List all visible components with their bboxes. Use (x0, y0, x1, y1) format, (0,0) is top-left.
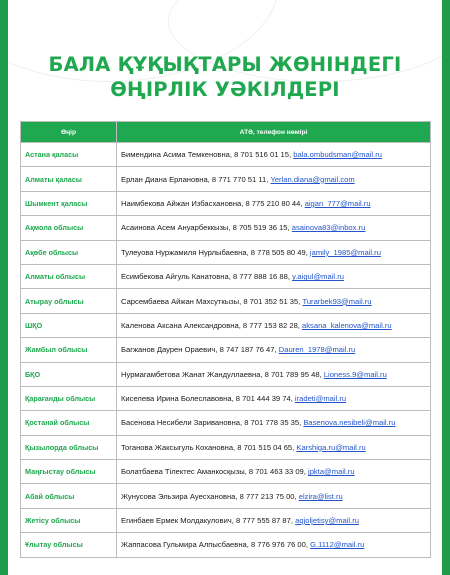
contact-cell (117, 167, 431, 191)
email-link[interactable]: G.1112@mail.ru (310, 540, 365, 550)
contact-text: Ерлан Диана Ерлановна, 8 771 770 51 11, (121, 174, 271, 184)
title-line-1: БАЛА ҚҰҚЫҚТАРЫ ЖӨНІНДЕГІ (48, 53, 402, 76)
contact-text: Тоганова Жаксыгуль Кохановна, 8 701 515 04 65, (121, 442, 297, 452)
email-link[interactable]: Yerlan.diana@gmail.com (270, 174, 355, 184)
email-link[interactable]: aqjoljetisy@mail.ru (295, 516, 359, 526)
region-cell: Қызылорда облысы (21, 435, 117, 459)
column-header-contact: АТӘ, телефон нөмірі (117, 122, 431, 143)
contact-cell (117, 143, 431, 167)
contact-text: Есимбекова Айгуль Канатовна, 8 777 888 16 88, (121, 272, 293, 282)
contact-cell (117, 435, 431, 459)
email-link[interactable]: iradeti@mail.ru (294, 394, 347, 404)
email-link[interactable]: Dauren_1978@mail.ru (278, 345, 356, 355)
contact-cell (117, 460, 431, 484)
table-row (21, 508, 431, 532)
table-row (21, 167, 431, 191)
contact-cell (117, 338, 431, 362)
title-line-2: ӨҢІРЛІК УӘКІЛДЕРІ (110, 78, 340, 101)
table-row (21, 338, 431, 362)
region-cell: Жамбыл облысы (21, 338, 117, 362)
contact-text: Каленова Аксана Александровна, 8 777 153 82 28, (121, 320, 303, 330)
email-link[interactable]: Karshiga.ru@mail.ru (296, 442, 366, 452)
contact-cell (117, 411, 431, 435)
email-link[interactable]: Lioness.9@mail.ru (323, 369, 387, 379)
region-cell: Жетісу облысы (21, 508, 117, 532)
contact-text: Тулеуова Нуржамиля Нурлыбаевна, 8 778 505 80 49, (121, 247, 310, 257)
table-row (21, 313, 431, 337)
region-cell: Ақөбе облысы (21, 240, 117, 264)
contact-cell (117, 508, 431, 532)
contact-text: Сарсембаева Айжан Махсуткызы, 8 701 352 51 35, (121, 296, 303, 306)
region-cell: БҚО (21, 362, 117, 386)
page-title (8, 52, 442, 102)
contact-text: Багжанов Даурен Ораевич, 8 747 187 76 47, (121, 345, 279, 355)
column-header-region: Өңір (21, 122, 117, 143)
region-cell: Алматы облысы (21, 264, 117, 288)
table-row (21, 143, 431, 167)
table-row (21, 533, 431, 557)
region-cell: Қостанай облысы (21, 411, 117, 435)
region-cell: Алматы қаласы (21, 167, 117, 191)
table-row (21, 264, 431, 288)
region-cell: ШҚО (21, 313, 117, 337)
table-row (21, 191, 431, 215)
email-link[interactable]: bala.ombudsman@mail.ru (293, 150, 382, 160)
contact-text: Бимендина Асима Темкеновна, 8 701 516 01 15, (121, 150, 294, 160)
contact-text: Наимбекова Айжан Избасхановна, 8 775 210 80 44, (121, 198, 305, 208)
contact-cell (117, 386, 431, 410)
region-cell: Шымкент қаласы (21, 191, 117, 215)
table-row (21, 484, 431, 508)
table-row (21, 362, 431, 386)
email-link[interactable]: Basenova.nesibeli@mail.ru (303, 418, 396, 428)
document-page (8, 0, 442, 575)
contact-cell (117, 484, 431, 508)
contact-cell (117, 191, 431, 215)
table-row (21, 460, 431, 484)
contact-text: Болатбаева Тілектес Аманкосқызы, 8 701 463 33 09, (121, 467, 309, 477)
email-link[interactable]: asainova83@inbox.ru (291, 223, 366, 233)
contact-text: Жаппасова Гульмира Алпысбаевна, 8 776 976 76 00, (121, 540, 311, 550)
contact-cell (117, 240, 431, 264)
contact-cell (117, 362, 431, 386)
email-link[interactable]: jpkta@mail.ru (308, 467, 355, 477)
email-link[interactable]: jamily_1985@mail.ru (309, 247, 381, 257)
contact-text: Киселева Ирина Болеславовна, 8 701 444 39 74, (121, 394, 295, 404)
region-cell: Маңғыстау облысы (21, 460, 117, 484)
email-link[interactable]: Turarbek93@mail.ru (302, 296, 372, 306)
email-link[interactable]: y.aigul@mail.ru (292, 272, 344, 282)
contact-text: Асаинова Асем Ануарбеккызы, 8 705 519 36 15, (121, 223, 292, 233)
contact-cell (117, 289, 431, 313)
region-cell: Астана қаласы (21, 143, 117, 167)
table-row (21, 289, 431, 313)
table-row (21, 240, 431, 264)
contact-cell (117, 533, 431, 557)
email-link[interactable]: elzira@list.ru (298, 491, 343, 501)
region-cell: Ұлытау облысы (21, 533, 117, 557)
region-cell: Абай облысы (21, 484, 117, 508)
contact-cell (117, 216, 431, 240)
table-row (21, 435, 431, 459)
table-header-row (21, 122, 431, 143)
region-cell: Ақмола облысы (21, 216, 117, 240)
representatives-table (20, 121, 431, 558)
contact-text: Нурмагамбетова Жанат Жандуллаевна, 8 701 789 95 48, (121, 369, 324, 379)
email-link[interactable]: aigan_777@mail.ru (304, 198, 371, 208)
table-row (21, 216, 431, 240)
contact-text: Егинбаев Ермек Молдакулович, 8 777 555 87 87, (121, 516, 296, 526)
table-row (21, 386, 431, 410)
region-cell: Атырау облысы (21, 289, 117, 313)
email-link[interactable]: aksana_kalenova@mail.ru (302, 320, 392, 330)
region-cell: Қарағанды облысы (21, 386, 117, 410)
table-row (21, 411, 431, 435)
contact-text: Басенова Несибели Заривановна, 8 701 778 35 35, (121, 418, 304, 428)
contact-cell (117, 313, 431, 337)
contact-cell (117, 264, 431, 288)
contact-text: Жунусова Эльзира Ауесхановна, 8 777 213 75 00, (121, 491, 299, 501)
